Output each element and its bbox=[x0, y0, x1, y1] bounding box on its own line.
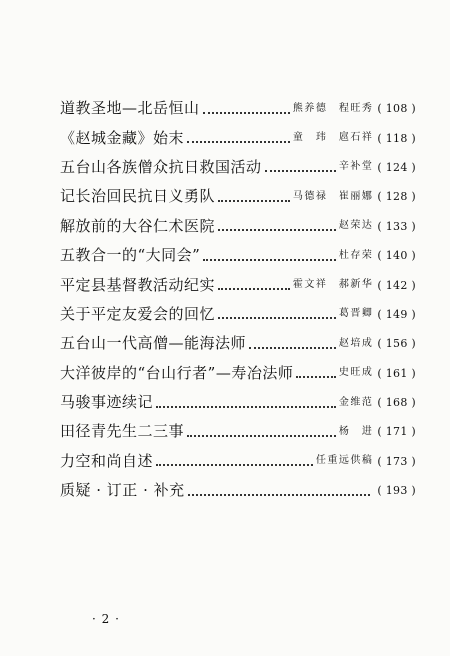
entry-author: 金维范 bbox=[338, 396, 374, 408]
entry-page: ( 142 ) bbox=[377, 278, 416, 292]
dot-leader bbox=[249, 347, 336, 349]
entry-page: ( 108 ) bbox=[377, 102, 416, 116]
toc-entry bbox=[60, 212, 416, 241]
toc-entry bbox=[60, 417, 416, 446]
dot-leader bbox=[218, 229, 336, 231]
entry-author: 杜存荣 bbox=[338, 249, 374, 261]
toc-entry bbox=[60, 270, 416, 299]
entry-title: 五台山一代高僧—能海法师 bbox=[60, 334, 247, 353]
toc-entry bbox=[60, 476, 416, 505]
entry-page: ( 156 ) bbox=[377, 337, 416, 351]
dot-leader bbox=[203, 259, 335, 261]
entry-author: 熊养德 程旺秀 bbox=[292, 102, 374, 114]
entry-author: 任重远供稿 bbox=[315, 455, 374, 467]
toc-entry bbox=[60, 153, 416, 182]
entry-title: 质疑 · 订正 · 补充 bbox=[60, 481, 185, 500]
entry-title: 道教圣地—北岳恒山 bbox=[60, 99, 200, 118]
table-of-contents bbox=[60, 94, 416, 505]
entry-author: 葛晋卿 bbox=[338, 308, 374, 320]
entry-page: ( 140 ) bbox=[377, 249, 416, 263]
toc-entry bbox=[60, 447, 416, 476]
entry-title: 力空和尚自述 bbox=[60, 451, 154, 470]
dot-leader bbox=[156, 464, 313, 466]
entry-title: 记长治回民抗日义勇队 bbox=[60, 187, 216, 206]
dot-leader bbox=[187, 141, 290, 143]
dot-leader bbox=[203, 112, 290, 114]
entry-title: 大洋彼岸的“台山行者”—寿冶法师 bbox=[60, 363, 294, 382]
entry-title: 田径青先生二三事 bbox=[60, 422, 185, 441]
entry-title: 关于平定友爱会的回忆 bbox=[60, 304, 216, 323]
entry-title: 马骏事迹续记 bbox=[60, 393, 154, 412]
dot-leader bbox=[187, 435, 336, 437]
entry-title: 平定县基督教活动纪实 bbox=[60, 275, 216, 294]
toc-entry bbox=[60, 359, 416, 388]
toc-entry bbox=[60, 329, 416, 358]
dot-leader bbox=[156, 406, 336, 408]
entry-title: 五台山各族僧众抗日救国活动 bbox=[60, 157, 262, 176]
entry-page: ( 168 ) bbox=[377, 396, 416, 410]
entry-author: 杨 进 bbox=[338, 425, 374, 437]
entry-page: ( 118 ) bbox=[377, 131, 416, 145]
entry-author: 赵荣达 bbox=[338, 220, 374, 232]
entry-author: 史旺成 bbox=[338, 367, 374, 379]
dot-leader bbox=[265, 170, 336, 172]
dot-leader bbox=[188, 494, 371, 496]
entry-page: ( 173 ) bbox=[377, 454, 416, 468]
entry-page: ( 161 ) bbox=[377, 366, 416, 380]
dot-leader bbox=[296, 376, 335, 378]
entry-title: 解放前的大谷仁术医院 bbox=[60, 216, 216, 235]
toc-entry bbox=[60, 123, 416, 152]
dot-leader bbox=[218, 288, 290, 290]
entry-page: ( 128 ) bbox=[377, 190, 416, 204]
entry-page: ( 124 ) bbox=[377, 160, 416, 174]
toc-entry bbox=[60, 94, 416, 123]
toc-entry bbox=[60, 388, 416, 417]
entry-page: ( 133 ) bbox=[377, 219, 416, 233]
entry-title: 《赵城金藏》始末 bbox=[60, 128, 185, 147]
entry-page: ( 193 ) bbox=[377, 484, 416, 498]
entry-page: ( 149 ) bbox=[377, 307, 416, 321]
entry-author: 霍文祥 郝新华 bbox=[292, 279, 374, 291]
dot-leader bbox=[218, 200, 290, 202]
entry-author: 童 玮 扈石祥 bbox=[292, 132, 374, 144]
dot-leader bbox=[218, 317, 336, 319]
toc-entry bbox=[60, 182, 416, 211]
page-number: · 2 · bbox=[92, 612, 120, 626]
entry-author: 赵培成 bbox=[338, 337, 374, 349]
entry-author: 马德禄 崔丽娜 bbox=[292, 190, 374, 202]
entry-title: 五教合一的“大同会” bbox=[60, 246, 201, 265]
entry-author: 辛补堂 bbox=[338, 161, 374, 173]
entry-page: ( 171 ) bbox=[377, 425, 416, 439]
toc-entry bbox=[60, 300, 416, 329]
toc-entry bbox=[60, 241, 416, 270]
